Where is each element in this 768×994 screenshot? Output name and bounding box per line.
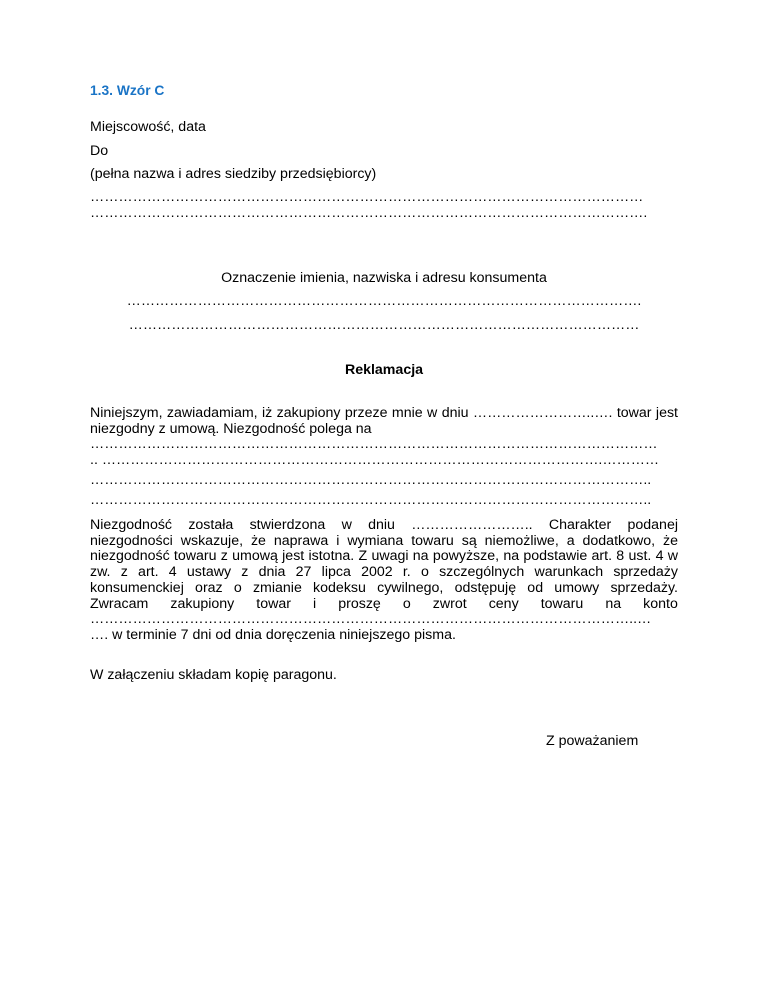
paragraph-2-line-3: niezgodność towaru z umową jest istotna. Z uwagi na powyższe, na podstawie art. 8 ust. 4 w [90,549,678,565]
business-dots-line-2: ………………………………………………………………………………………………………. [90,205,648,221]
word: i [313,595,317,612]
paragraph-1-line-2: niezgodny z umową. Niezgodność polega na [90,421,372,437]
paragraph-2-line-4: zw. z art. 4 ustawy z dnia 27 lipca 2002 r. o szczególnych warunkach sprzedaży [90,565,678,581]
paragraph-1-dots-4: ……………………………………………………………………………………………………….. [90,492,652,508]
section-heading: 1.3. Wzór C [90,83,165,98]
word: Zwracam [90,595,149,612]
closing-text: Z poważaniem [546,733,639,749]
paragraph-2-line-6 [90,597,678,613]
word: ceny [488,595,519,612]
consumer-dots-line-2: ……………………………………………………………………………………………… [128,317,640,333]
paragraph-2-line-2: niezgodności wskazuje, że naprawa i wymiana towaru są niemożliwe, a dodatkowo, że [90,533,678,549]
place-date-label: Miejscowość, data [90,119,206,135]
paragraph-1 [90,406,678,508]
attachment-note: W załączeniu składam kopię paragonu. [90,667,337,683]
word: proszę [338,595,381,612]
paragraph-2-line-8: …. w terminie 7 dni od dnia doręczenia niniejszego pisma. [90,627,456,643]
paragraph-1-line-1: Niniejszym, zawiadamiam, iż zakupiony przeze mnie w dniu ……………………..…. towar jest [90,406,678,421]
word: konto [643,595,678,612]
paragraph-2-line-7: ……………………………………………………………………………………………………..… [90,612,652,628]
paragraph-2-line-1: Niezgodność została stwierdzona w dniu …………………….. Charakter podanej [90,518,678,533]
consumer-label: Oznaczenie imienia, nazwiska i adresu konsumenta [221,270,547,286]
word: towaru [540,595,584,612]
paragraph-1-dots-1: ………………………………………………………………………………………………………… [90,437,658,453]
paragraph-1-dots-2: .. …………………………………………………………………………………………….………… [90,453,660,469]
word: zwrot [432,595,467,612]
word: na [605,595,622,612]
consumer-dots-line-1: ………………………………………………………………………………………………. [126,293,642,309]
word: zakupiony [170,595,235,612]
paragraph-2-line-5: konsumenckiej oraz o zmianie kodeksu cywilnego, odstępuję od umowy sprzedaży. [90,580,678,596]
paragraph-2 [90,518,678,644]
to-label: Do [90,143,109,159]
word: o [402,595,411,612]
business-name-hint: (pełna nazwa i adres siedziby przedsiębiorcy) [90,166,377,182]
word: towar [256,595,291,612]
paragraph-1-dots-3: ……………………………………………………………………………………………………….. [90,472,652,488]
business-dots-line-1: ……………………………………………………………………………………………………… [90,189,644,205]
document-title: Reklamacja [344,362,424,378]
